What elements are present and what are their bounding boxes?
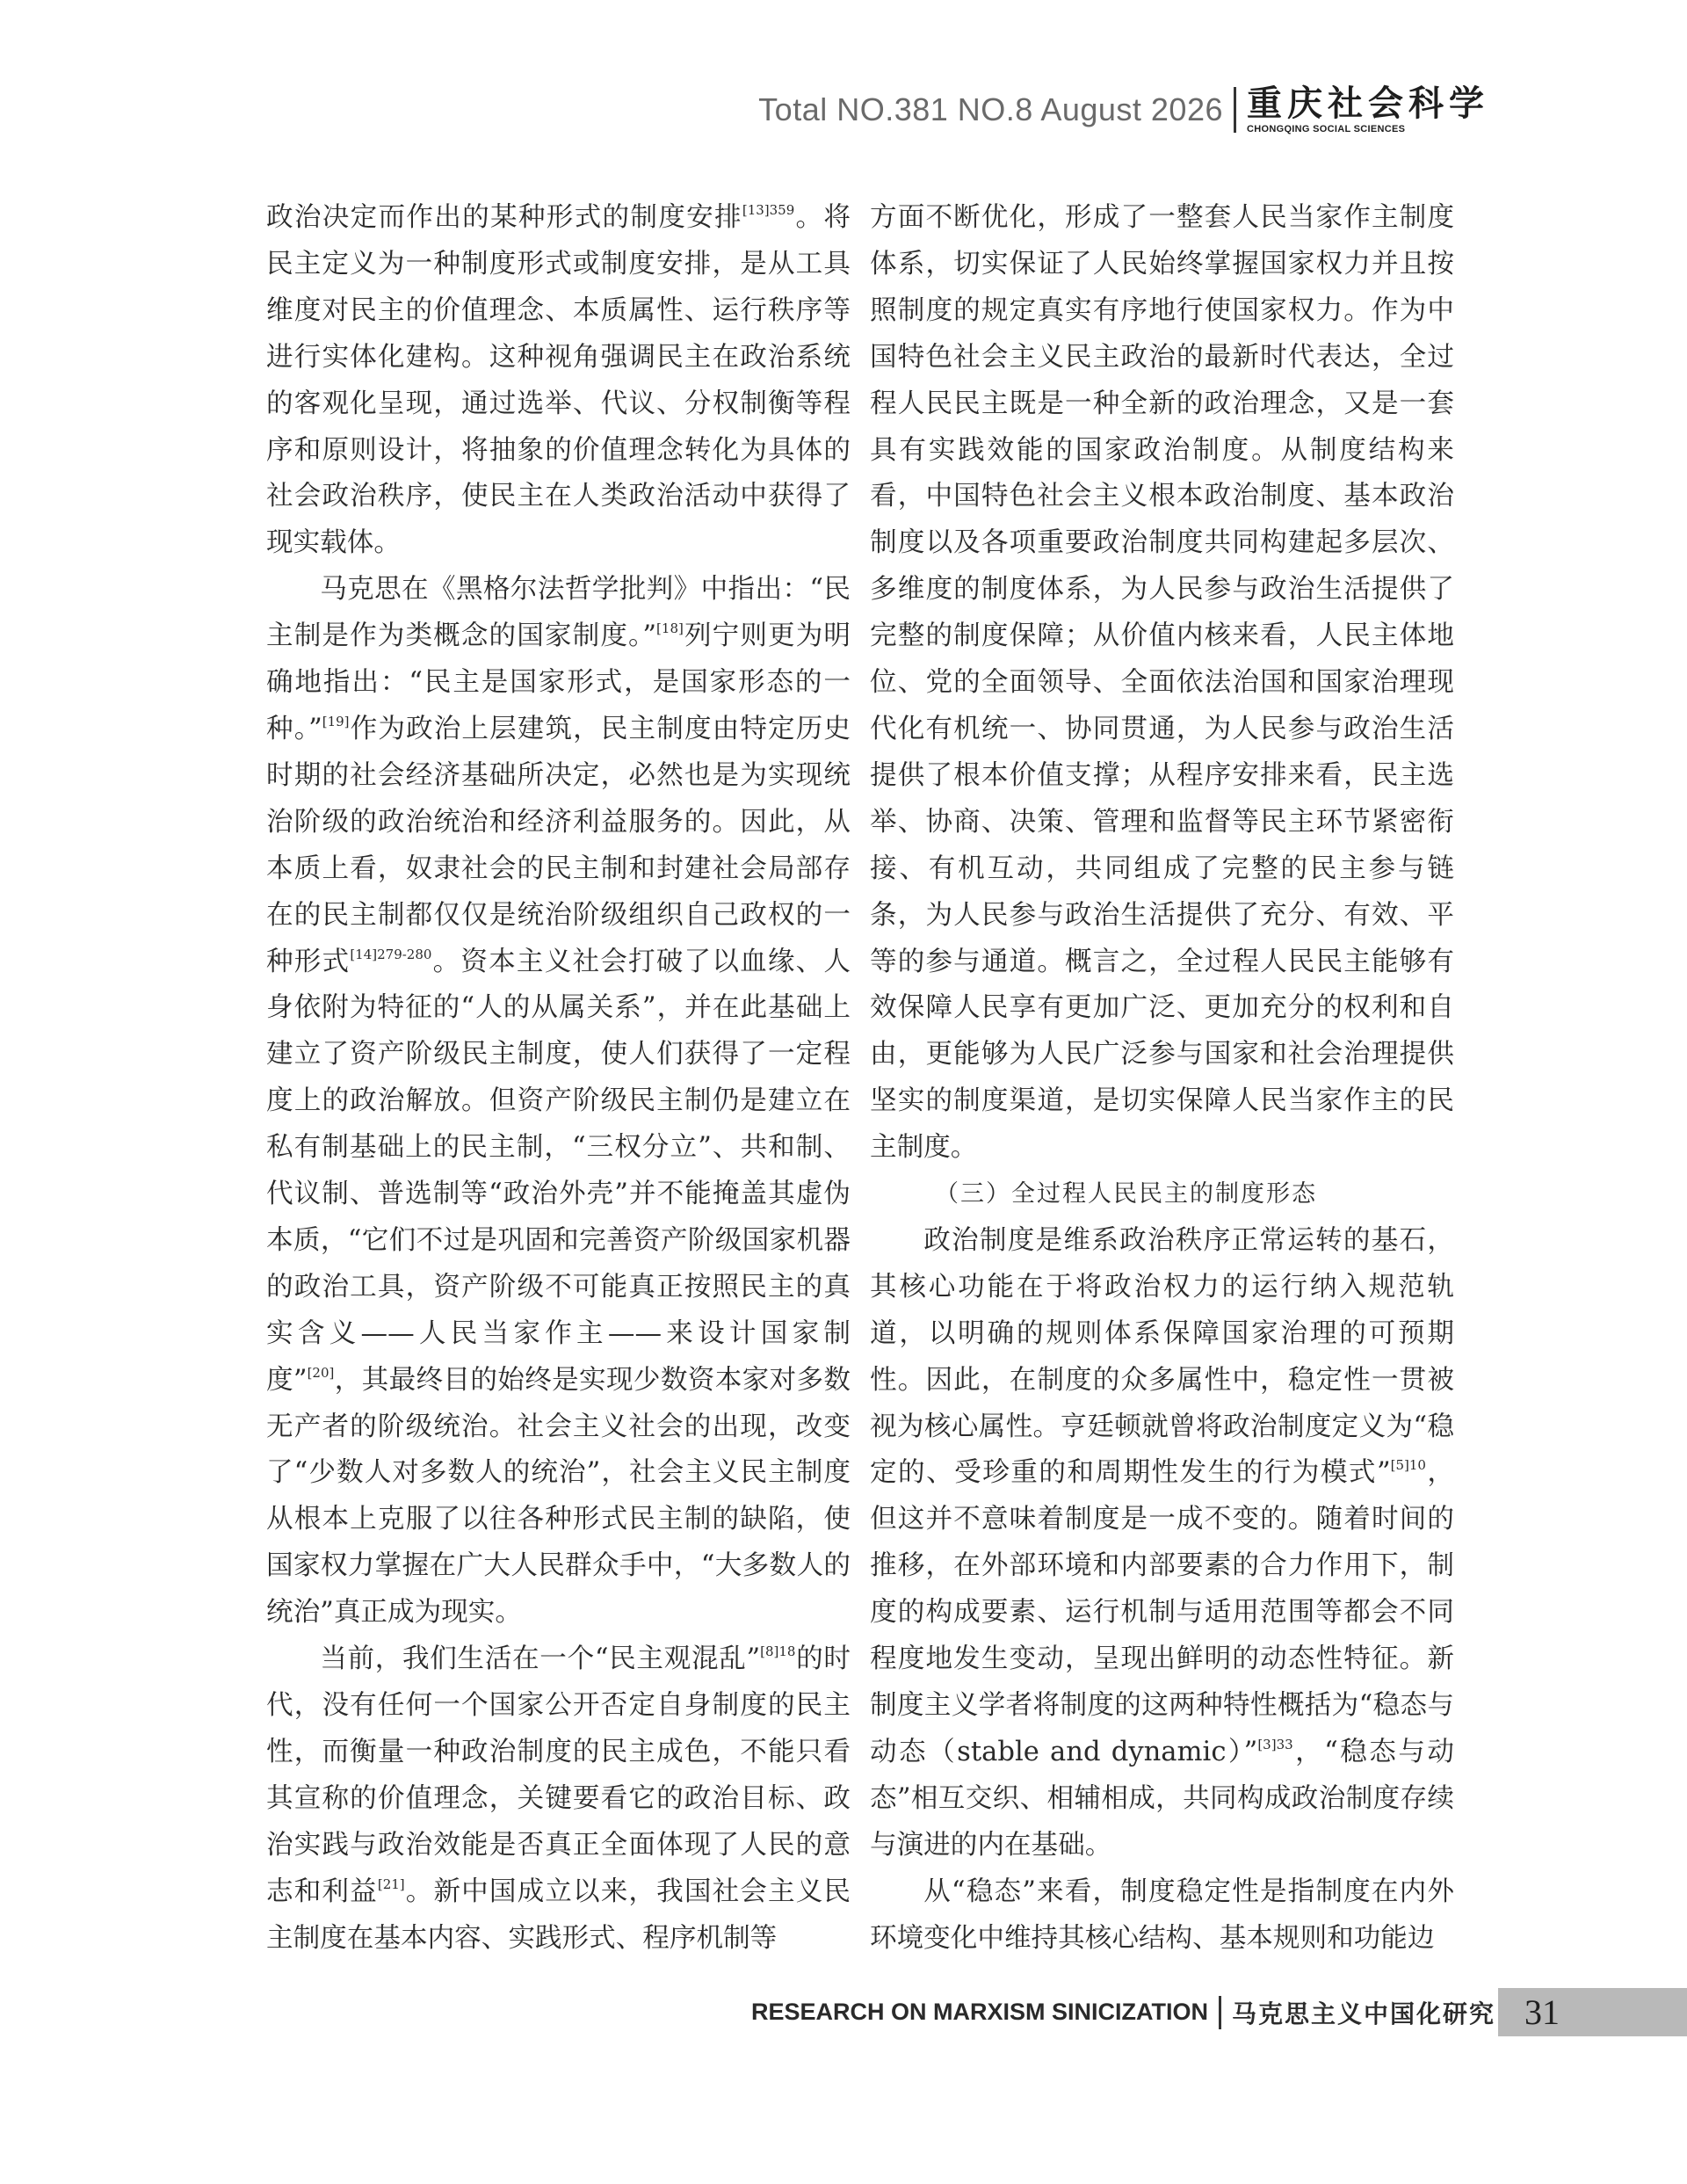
paragraph: 方面不断优化，形成了一整套人民当家作主制度体系，切实保证了人民始终掌握国家权力并且按照制度的规定真实有序地行使国家权力。作为中国特色社会主义民主政治的最新时代表达，全过程人民民主既是一种全新的政治理念，又是一套具有实践效能的国家政治制度。从制度结构来看，中国特色社会主义根本政治制度、基本政治制度以及各项重要政治制度共同构建起多层次、多维度的制度体系，为人民参与政治生活提供了完整的制度保障；从价值内核来看，人民主体地位、党的全面领导、全面依法治国和国家治理现代化有机统一、协同贯通，为人民参与政治生活提供了根本价值支撑；从程序安排来看，民主选举、协商、决策、管理和监督等民主环节紧密衔接、有机互动，共同组成了完整的民主参与链条，为人民参与政治生活提供了充分、有效、平等的参与通道。概言之，全过程人民民主能够有效保障人民享有更加广泛、更加充分的权利和自由，更能够为人民广泛参与国家和社会治理提供坚实的制度渠道，是切实保障人民当家作主的民主制度。: [870, 202, 1454, 1164]
footer-divider: [1219, 1996, 1221, 2029]
text-run: 政治制度是维系政治秩序正常运转的基石，其核心功能在于将政治权力的运行纳入规范轨道，以明确的规则体系保障国家治理的可预期性。因此，在制度的众多属性中，稳定性一贯被视为核心属性。亨廷顿就曾将政治制度定义为“稳定的、受珍重的和周期性发生的行为模式”: [870, 1224, 1454, 1489]
text-run: 当前，我们生活在一个“民主观混乱”: [320, 1643, 761, 1675]
footer-journal-en: RESEARCH ON MARXISM SINICIZATION: [750, 1999, 1208, 2025]
page-number-tab: [1498, 1988, 1687, 2036]
issue-info: Total NO.381 NO.8 August 2026: [758, 91, 1223, 127]
journal-name-cn: 重庆社会科学: [1247, 82, 1489, 124]
paragraph: [266, 1636, 851, 1962]
footer-journal: [751, 1988, 1495, 2036]
page-number: 31: [1524, 1992, 1560, 2032]
citation: [3]33: [1257, 1736, 1293, 1752]
text-run: 。新中国成立以来，我国社会主义民主制度在基本内容、实践形式、程序机制等: [266, 1876, 851, 1954]
citation: [8]18: [760, 1643, 796, 1660]
right-column: [870, 195, 1454, 1962]
text-run: 作为政治上层建筑，民主制度由特定历史时期的社会经济基础所决定，必然也是为实现统治阶级的政治统治和经济利益服务的。因此，从本质上看，奴隶社会的民主制和封建社会局部存在的民主制都仅仅是统治阶级组织自己政权的一种形式: [266, 713, 851, 977]
citation: [18]: [656, 620, 684, 637]
text-run: 。资本主义社会打破了以血缘、人身依附为特征的“人的从属关系”，并在此基础上建立了资产阶级民主制度，使人们获得了一定程度上的政治解放。但资产阶级民主制仍是建立在私有制基础上的民主制，“三权分立”、共和制、代议制、普选制等“政治外壳”并不能掩盖其虚伪本质，“它们不过是巩固和完善资产阶级国家机器的政治工具，资产阶级不可能真正按照民主的真实含义——人民当家作主——来设计国家制度”: [266, 946, 851, 1396]
citation: [19]: [322, 713, 350, 729]
text-run: ，其最终目的始终是实现少数资本家对多数无产者的阶级统治。社会主义社会的出现，改变了“少数人对多数人的统治”，社会主义民主制度从根本上克服了以往各种形式民主制的缺陷，使国家权力掌握在广大人民群众手中，“大多数人的统治”真正成为现实。: [266, 1364, 851, 1629]
text-run: 。将民主定义为一种制度形式或制度安排，是从工具维度对民主的价值理念、本质属性、运行秩序等进行实体化建构。这种视角强调民主在政治系统的客观化呈现，通过选举、代议、分权制衡等程序和原则设计，将抽象的价值理念转化为具体的社会政治秩序，使民主在人类政治活动中获得了现实载体。: [266, 202, 851, 559]
section-subheading: （三）全过程人民民主的制度形态: [935, 1180, 1317, 1208]
text-run: 列宁则更为明确地指出：“民主是国家形式，是国家形态的一种。”: [266, 620, 851, 744]
journal-logo: [1247, 82, 1489, 134]
journal-name-en: CHONGQING SOCIAL SCIENCES: [1247, 123, 1406, 134]
text-run: 马克思在《黑格尔法哲学批判》中指出：“民主制是作为类概念的国家制度。”: [266, 574, 851, 652]
text-run: 的时代，没有任何一个国家公开否定自身制度的民主性，而衡量一种政治制度的民主成色，不能只看其宣称的价值理念，关键要看它的政治目标、政治实践与政治效能是否真正全面体现了人民的意志和利益: [266, 1643, 851, 1907]
citation: [13]359: [742, 202, 795, 218]
paragraph: [266, 195, 851, 567]
citation: [21]: [377, 1876, 405, 1892]
page-footer: [0, 1988, 1687, 2036]
paragraph: 从“稳态”来看，制度稳定性是指制度在内外环境变化中维持其核心结构、基本规则和功能边: [870, 1876, 1454, 1954]
text-run: ，但这并不意味着制度是一成不变的。随着时间的推移，在外部环境和内部要素的合力作用下，制度的构成要素、运行机制与适用范围等都会不同程度地发生变动，呈现出鲜明的动态性特征。新制度主义学者将制度的这两种特性概括为“稳态与动态（stable and dynamic）”: [870, 1457, 1455, 1767]
paragraph: [266, 567, 851, 1636]
page-header: [758, 83, 1489, 136]
citation: [20]: [307, 1364, 335, 1381]
paragraph: [870, 1218, 1454, 1869]
text-run: 政治决定而作出的某种形式的制度安排: [266, 202, 742, 233]
left-column: [266, 195, 851, 1962]
text-run: ，“稳态与动态”相互交织、相辅相成，共同构成政治制度存续与演进的内在基础。: [870, 1736, 1454, 1861]
citation: [14]279-280: [350, 946, 432, 962]
header-divider: [1234, 87, 1236, 133]
footer-journal-cn: 马克思主义中国化研究: [1231, 1999, 1495, 2028]
citation: [5]10: [1390, 1457, 1426, 1474]
